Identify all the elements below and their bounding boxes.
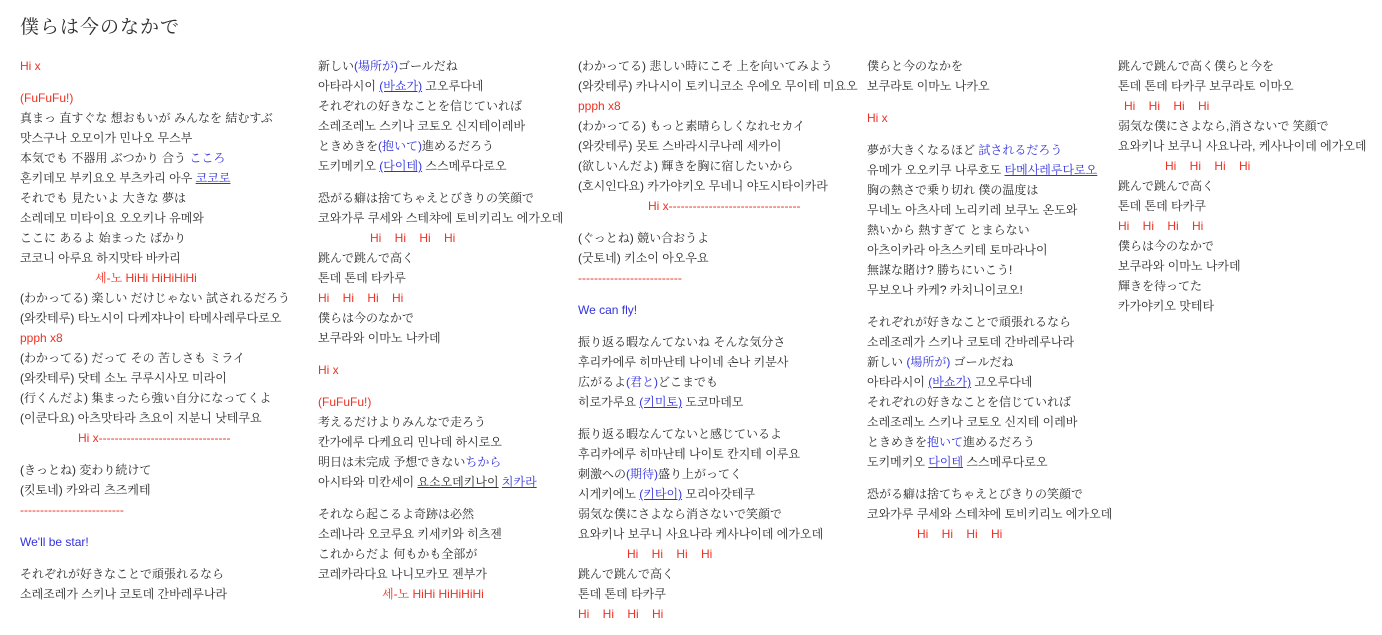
lyric-text: (FuFuFu!) [20, 91, 74, 105]
lyric-link[interactable]: 치카라 [501, 475, 537, 489]
lyric-text: (場所が) [906, 355, 951, 369]
lyric-line [867, 240, 1112, 260]
lyric-line [578, 248, 858, 268]
lyric-line [20, 328, 290, 348]
lyric-paragraph [867, 484, 1112, 544]
lyric-line [867, 332, 1112, 352]
lyric-text: 톤데 톤데 타카쿠 보쿠라토 이마오 [1118, 79, 1294, 93]
lyric-line [318, 524, 563, 544]
lyric-paragraph [578, 228, 858, 288]
lyric-text: (きっとね) 変わり続けて [20, 463, 152, 477]
lyric-text: 僕らは今のなかで [1118, 239, 1215, 253]
lyric-text: We'll be star! [20, 535, 89, 549]
lyric-line [578, 604, 858, 624]
lyric-link[interactable]: (바쇼가) [379, 79, 423, 93]
lyric-paragraph [578, 56, 858, 216]
lyric-line [1118, 196, 1367, 216]
lyric-text: 試されるだろう [978, 143, 1063, 157]
lyric-line [20, 148, 290, 168]
lyric-text: Hi Hi Hi Hi [917, 527, 1003, 541]
lyric-line [578, 524, 858, 544]
lyric-line [867, 108, 1112, 128]
lyric-text: 맛스구나 오모이가 민나오 무스부 [20, 131, 193, 145]
lyric-text: それぞれが好きなことで頑張れるなら [867, 315, 1072, 329]
lyric-text: 進めるだろう [963, 435, 1036, 449]
lyric-paragraph [867, 140, 1112, 300]
lyric-text: 유메가 오오키쿠 나루호도 [867, 163, 1005, 177]
lyric-text: 弱気な僕にさよなら消さないで笑顔で [578, 507, 783, 521]
lyric-line [867, 56, 1112, 76]
lyric-line [578, 116, 858, 136]
lyric-line [318, 584, 563, 604]
lyric-line [318, 432, 563, 452]
lyric-line [318, 392, 563, 412]
lyric-line [318, 76, 563, 96]
lyric-text: (FuFuFu!) [318, 395, 372, 409]
lyric-line [318, 504, 563, 524]
lyric-text: 스스메루다로오 [963, 455, 1048, 469]
lyric-text: (欲しいんだよ) 輝きを胸に宿したいから [578, 159, 794, 173]
lyric-line [318, 288, 563, 308]
lyric-line [867, 140, 1112, 160]
lyric-text: (わかってる) もっと素晴らしくなれセカイ [578, 119, 805, 133]
lyric-text: 스스메루다로오 [422, 159, 507, 173]
lyric-line [1118, 236, 1367, 256]
lyric-text: Hi x [318, 363, 339, 377]
lyric-text: それぞれの好きなことを信じていれば [867, 395, 1072, 409]
lyric-text: 振り返る暇なんてないと感じているよ [578, 427, 783, 441]
lyric-text: 도키메키오 [318, 159, 380, 173]
lyric-text: 真まっ 直すぐな 想おもいが みんなを 結むすぶ [20, 111, 273, 125]
lyric-text: 盛り上がってく [658, 467, 743, 481]
lyric-line [578, 96, 858, 116]
lyric-line [578, 544, 858, 564]
lyric-text: ppph x8 [20, 331, 63, 345]
lyric-paragraph [867, 56, 1112, 96]
lyric-text: ときめきを [867, 435, 928, 449]
lyric-line [578, 196, 858, 216]
lyric-text: 코와가루 쿠세와 스테챠에 토비키리노 에가오데 [318, 211, 564, 225]
lyric-text: ゴールだね [398, 59, 458, 73]
lyric-text: 톤데 톤데 타카쿠 [578, 587, 666, 601]
lyric-line [20, 288, 290, 308]
lyric-paragraph [318, 504, 563, 604]
lyric-paragraph [578, 424, 858, 624]
lyric-text: Hi x--------------------------------- [78, 431, 231, 445]
lyric-text: 소레조레가 스키나 코토데 간바레루나라 [867, 335, 1075, 349]
lyric-text: Hi x--------------------------------- [648, 199, 801, 213]
lyric-line [318, 96, 563, 116]
lyric-text: 도키메키오 [867, 455, 929, 469]
lyric-text: (호시인다요) 카가야키오 무네니 야도시타이카라 [578, 179, 828, 193]
lyric-text: Hi Hi Hi Hi [318, 291, 404, 305]
lyric-text: 요소오데키나이 [417, 475, 499, 489]
lyric-text: 아타라시이 [318, 79, 380, 93]
lyric-text: それぞれの好きなことを信じていれば [318, 99, 523, 113]
lyric-text: Hi Hi Hi Hi [627, 547, 713, 561]
lyric-paragraph [318, 360, 563, 380]
lyric-line [20, 584, 290, 604]
lyric-text: 코레카라다요 나니모카모 젠부가 [318, 567, 487, 581]
lyric-line [867, 260, 1112, 280]
lyric-text: (킷토네) 카와리 츠즈케테 [20, 483, 151, 497]
lyric-line [578, 444, 858, 464]
lyric-link[interactable]: (키미토) [639, 395, 683, 409]
lyric-paragraph [20, 460, 290, 520]
lyric-text: 新しい [318, 59, 355, 73]
lyric-text: 소레조레노 스키나 코토오 신지테 이레바 [867, 415, 1078, 429]
lyric-text: (期待) [626, 467, 659, 481]
lyric-text: 보쿠라토 이마노 나카오 [867, 79, 990, 93]
lyric-text: 刺激への [578, 467, 627, 481]
lyric-text: (わかってる) 楽しい だけじゃない 試されるだろう [20, 291, 290, 305]
lyric-text: 熱いから 熱すぎて とまらない [867, 223, 1030, 237]
lyric-text: 跳んで跳んで高く [318, 251, 415, 265]
lyric-line [20, 188, 290, 208]
lyric-line [1118, 156, 1367, 176]
lyric-text: Hi x [867, 111, 888, 125]
lyric-line [318, 136, 563, 156]
lyric-paragraph [20, 88, 290, 448]
lyric-line [318, 228, 563, 248]
lyric-line [1118, 256, 1367, 276]
lyric-line [867, 76, 1112, 96]
lyric-text: ゴールだね [950, 355, 1014, 369]
lyric-text: (이쿤다요) 아츠맛타라 츠요이 지분니 낫테쿠요 [20, 411, 262, 425]
lyric-text: 考えるだけよりみんなで走ろう [318, 415, 487, 429]
lyric-text: ときめきを [318, 139, 379, 153]
lyrics-column-4 [867, 56, 1112, 556]
lyric-link[interactable]: (키타이) [639, 487, 683, 501]
lyric-line [867, 484, 1112, 504]
lyric-line [20, 368, 290, 388]
lyric-line [578, 228, 858, 248]
lyric-text: それぞれが好きなことで頑張れるなら [20, 567, 225, 581]
lyric-line [20, 532, 290, 552]
lyric-paragraph [867, 312, 1112, 472]
lyric-text: 소레데모 미타이요 오오키나 유메와 [20, 211, 204, 225]
lyric-text: 무네노 아츠사데 노리키레 보쿠노 온도와 [867, 203, 1078, 217]
lyric-line [20, 308, 290, 328]
lyric-text: こころ [189, 151, 226, 165]
lyric-text: (ぐっとね) 競い合おうよ [578, 231, 710, 245]
lyric-text: 跳んで跳んで高く [578, 567, 675, 581]
lyric-text: 톤데 톤데 타카루 [318, 271, 406, 285]
lyric-text: 히로가루요 [578, 395, 640, 409]
lyric-paragraph [578, 300, 858, 320]
lyric-line [20, 388, 290, 408]
lyric-paragraph [1118, 56, 1367, 316]
lyric-paragraph [20, 56, 290, 76]
lyric-text: 소레조레가 스키나 코토데 간바레루나라 [20, 587, 228, 601]
lyric-line [318, 412, 563, 432]
lyric-line [20, 480, 290, 500]
lyric-line [318, 268, 563, 288]
lyric-text: 소레조레노 스키나 코토오 신지테이레바 [318, 119, 526, 133]
lyric-line [20, 128, 290, 148]
lyric-text: Hi x [20, 59, 41, 73]
lyric-line [1118, 176, 1367, 196]
lyric-text: 弱気な僕にさよなら,消さないで 笑顔で [1118, 119, 1329, 133]
lyric-line [867, 200, 1112, 220]
lyric-line [20, 108, 290, 128]
lyric-text: We can fly! [578, 303, 638, 317]
lyric-text: 소레나라 오코루요 키세키와 히츠젠 [318, 527, 502, 541]
lyric-link[interactable]: (바쇼가) [928, 375, 972, 389]
lyric-text: 恐がる癖は捨てちゃえとびきりの笑顔で [318, 191, 535, 205]
page-title: 僕らは今のなかで [20, 17, 181, 38]
lyric-line [578, 76, 858, 96]
lyric-line [578, 564, 858, 584]
lyric-text: 僕らと今のなかを [867, 59, 964, 73]
lyric-line [1118, 76, 1367, 96]
lyric-line [20, 348, 290, 368]
lyric-text: 新しい [867, 355, 907, 369]
lyric-line [318, 248, 563, 268]
lyric-line [867, 524, 1112, 544]
lyric-line [867, 412, 1112, 432]
lyric-line [20, 88, 290, 108]
lyric-line [318, 156, 563, 176]
lyric-text: 明日は未完成 予想できない [318, 455, 466, 469]
lyric-line [578, 464, 858, 484]
lyric-link[interactable]: 타메사레루다로오 [1004, 163, 1098, 177]
lyric-text: 후리카에루 히마난테 나이네 손나 키분사 [578, 355, 789, 369]
lyric-line [1118, 116, 1367, 136]
lyric-line [20, 228, 290, 248]
lyric-paragraph [867, 108, 1112, 128]
lyric-line [867, 392, 1112, 412]
lyric-line [20, 500, 290, 520]
lyric-text: Hi Hi Hi Hi [578, 607, 664, 621]
lyric-text: 아츠이카라 아츠스키테 토마라나이 [867, 243, 1048, 257]
lyric-line [20, 268, 290, 288]
lyric-line [578, 372, 858, 392]
lyric-paragraph [20, 532, 290, 552]
lyrics-column-5 [1118, 56, 1367, 328]
lyric-text: 코와가루 쿠세와 스테챠에 토비키리노 에가오데 [867, 507, 1113, 521]
lyric-text: (와캇테루) 닷테 소노 쿠루시사모 미라이 [20, 371, 227, 385]
lyric-line [20, 56, 290, 76]
lyric-line [867, 312, 1112, 332]
lyric-paragraph [318, 392, 563, 492]
lyric-text: 요와키나 보쿠니 사요나라 케사나이데 에가오데 [578, 527, 824, 541]
lyric-link[interactable]: 다이테 [928, 455, 964, 469]
lyric-text: ppph x8 [578, 99, 621, 113]
lyric-line [578, 504, 858, 524]
lyric-line [20, 428, 290, 448]
lyric-text: 시게키에노 [578, 487, 640, 501]
lyric-text: (わかってる) 悲しい時にこそ 上を向いてみよう [578, 59, 833, 73]
lyric-text: 胸の熱さで乗り切れ 僕の温度は [867, 183, 1039, 197]
lyric-line [867, 352, 1112, 372]
lyric-text: (굿토네) 키소이 아오우요 [578, 251, 709, 265]
lyric-text: (와캇테루) 타노시이 다케쟈나이 타메사레루다로오 [20, 311, 282, 325]
lyric-text: (行くんだよ) 集まったら強い自分になってくよ [20, 391, 272, 405]
lyric-line [867, 432, 1112, 452]
lyric-text: 요와키나 보쿠니 사요나라, 케사나이데 에가오데 [1118, 139, 1367, 153]
lyric-text: 広がるよ [578, 375, 627, 389]
lyric-text: 本気でも 不器用 ぶつかり 合う [20, 151, 190, 165]
lyric-text: 抱いて [927, 435, 964, 449]
lyric-line [318, 452, 563, 472]
lyric-text: (와캇테루) 못토 스바라시쿠나레 세카이 [578, 139, 782, 153]
lyric-line [578, 136, 858, 156]
lyric-text: 카가야키오 맛테타 [1118, 299, 1215, 313]
lyric-text: (君と) [626, 375, 659, 389]
lyric-text: 振り返る暇なんてないね そんな気分さ [578, 335, 786, 349]
lyric-text: 보쿠라와 이마노 나카데 [1118, 259, 1241, 273]
lyric-line [318, 188, 563, 208]
lyric-line [578, 332, 858, 352]
lyric-text: -------------------------- [578, 271, 682, 285]
lyric-line [578, 392, 858, 412]
lyric-text: これからだよ 何もかも全部が [318, 547, 478, 561]
lyric-line [318, 564, 563, 584]
lyric-text: どこまでも [658, 375, 719, 389]
lyric-line [318, 472, 563, 492]
lyric-line [578, 176, 858, 196]
lyric-text: ここに あるよ 始まった ばかり [20, 231, 187, 245]
lyric-text: 보쿠라와 이마노 나카데 [318, 331, 441, 345]
lyric-text: 도코마데모 [682, 395, 744, 409]
lyric-line [20, 408, 290, 428]
lyric-text: (抱いて) [378, 139, 423, 153]
lyric-line [20, 168, 290, 188]
lyric-text: 고오루다네 [971, 375, 1033, 389]
lyric-text: -------------------------- [20, 503, 124, 517]
lyric-line [578, 484, 858, 504]
lyric-line [318, 56, 563, 76]
lyrics-column-2 [318, 56, 563, 616]
lyric-line [318, 208, 563, 228]
lyric-line [867, 452, 1112, 472]
lyric-line [318, 328, 563, 348]
lyric-text: 칸가에루 다케요리 민나데 하시로오 [318, 435, 502, 449]
lyric-text: ちから [465, 455, 502, 469]
lyric-line [1118, 276, 1367, 296]
lyric-line [578, 56, 858, 76]
lyric-line [1118, 296, 1367, 316]
lyric-line [578, 268, 858, 288]
lyric-text: Hi Hi Hi Hi [1165, 159, 1251, 173]
lyric-text: (와캇테루) 카나시이 토키니코소 우에오 무이테 미요오 [578, 79, 858, 93]
lyric-line [867, 372, 1112, 392]
lyric-line [1118, 56, 1367, 76]
lyric-text: 아시타와 미칸세이 [318, 475, 418, 489]
lyric-line [578, 584, 858, 604]
lyric-paragraph [318, 56, 563, 176]
lyric-text: Hi Hi Hi Hi [1124, 99, 1210, 113]
lyric-line [867, 280, 1112, 300]
lyric-line [318, 116, 563, 136]
lyric-text: 모리아갓테쿠 [682, 487, 755, 501]
lyric-text: それでも 見たいよ 大きな 夢は [20, 191, 187, 205]
lyric-text: 跳んで跳んで高く僕らと今を [1118, 59, 1275, 73]
lyric-line [20, 208, 290, 228]
lyric-line [867, 160, 1112, 180]
lyric-line [578, 156, 858, 176]
lyric-line [1118, 96, 1367, 116]
lyric-text: 아타라시이 [867, 375, 929, 389]
lyric-line [867, 220, 1112, 240]
lyric-link[interactable]: 코코로 [195, 171, 231, 185]
lyric-line [20, 564, 290, 584]
lyrics-column-3 [578, 56, 858, 635]
lyric-text: 跳んで跳んで高く [1118, 179, 1215, 193]
lyric-link[interactable]: (다이테) [379, 159, 423, 173]
lyric-line [318, 360, 563, 380]
lyric-text: 夢が大きくなるほど [867, 143, 979, 157]
lyric-text: 세-노 HiHi HiHiHiHi [382, 587, 484, 601]
lyric-text: それなら起こるよ奇跡は必然 [318, 507, 475, 521]
lyric-line [318, 308, 563, 328]
lyric-text: Hi Hi Hi Hi [1118, 219, 1204, 233]
lyrics-column-1 [20, 56, 290, 616]
lyric-line [867, 504, 1112, 524]
lyric-text: 코코니 아루요 하지맛타 바카리 [20, 251, 181, 265]
lyric-text: 無謀な賭け? 勝ちにいこう! [867, 263, 1013, 277]
lyric-line [1118, 136, 1367, 156]
lyric-line [318, 544, 563, 564]
lyric-text: 세-노 HiHi HiHiHiHi [95, 271, 197, 285]
lyric-line [578, 424, 858, 444]
lyric-text: 후리카에루 히마난테 나이토 칸지테 이루요 [578, 447, 800, 461]
lyric-line [20, 460, 290, 480]
lyric-text: 輝きを待ってた [1118, 279, 1203, 293]
lyric-line [1118, 216, 1367, 236]
lyric-text: (わかってる) だって その 苦しさも ミライ [20, 351, 245, 365]
lyric-text: 고오루다네 [422, 79, 484, 93]
lyric-paragraph [578, 332, 858, 412]
lyric-text: 혼키데모 부키요오 부츠카리 아우 [20, 171, 196, 185]
lyric-paragraph [20, 564, 290, 604]
lyric-line [578, 352, 858, 372]
lyric-text: 톤데 톤데 타카쿠 [1118, 199, 1206, 213]
lyric-text: (場所が) [354, 59, 399, 73]
lyric-text: 무보오나 카케? 카치니이코오! [867, 283, 1023, 297]
lyric-text: 恐がる癖は捨てちゃえとびきりの笑顔で [867, 487, 1084, 501]
lyric-line [578, 300, 858, 320]
lyric-paragraph [318, 188, 563, 348]
lyric-text: 進めるだろう [422, 139, 495, 153]
lyric-line [20, 248, 290, 268]
lyric-text: 僕らは今のなかで [318, 311, 415, 325]
lyric-line [867, 180, 1112, 200]
lyric-text: Hi Hi Hi Hi [370, 231, 456, 245]
